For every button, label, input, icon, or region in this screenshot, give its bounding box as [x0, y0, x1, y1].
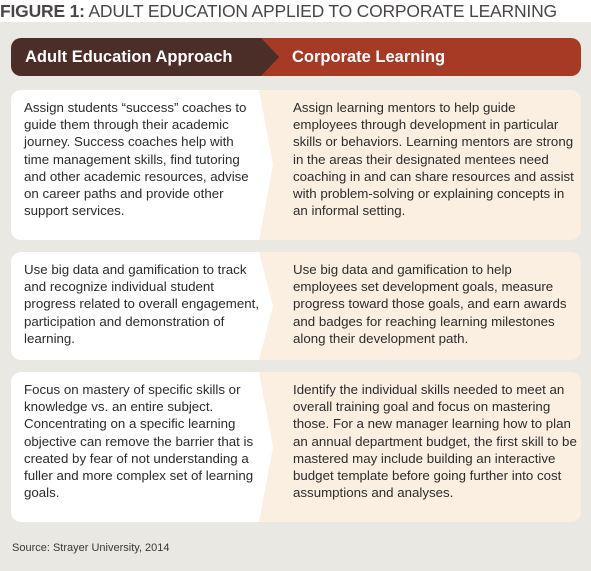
header-corporate-learning: Corporate Learning: [292, 48, 446, 66]
comparison-row: [11, 372, 581, 522]
row-2-adult-text: Use big data and gamification to track and recognize individual student progress related to overall engagement, participation and demonstration of learning.: [24, 262, 260, 346]
source-note: Source: Strayer University, 2014: [12, 542, 170, 554]
row-3-corporate-text: Identify the individual skills needed to meet an overall training goal and focus on mastering those. For a new manager learning how to plan an annual department budget, the first skill to be mastered may include building an interactive budget template before going further into cost assumptions and analyses.: [293, 382, 577, 501]
comparison-row: [11, 252, 581, 360]
comparison-panel: [0, 22, 591, 571]
figure-title-text: ADULT EDUCATION APPLIED TO CORPORATE LEARNING: [88, 1, 557, 21]
row-2-corporate-text: Use big data and gamification to help employees set development goals, measure progress toward those goals, and earn awards and badges for reaching learning milestones along their development path.: [293, 262, 567, 346]
row-1-corporate-text: Assign learning mentors to help guide employees through development in particular skills or behaviors. Learning mentors are strong in the areas their designated mentees need coaching in and can share resources and assist with problem-solving or explaining concepts in an informal setting.: [293, 100, 574, 219]
row-1-adult-text: Assign students “success” coaches to guide them through their academic journey. Success coaches help with time management skills, find tutoring and other academic resources, advise on career paths and provide other support services.: [24, 100, 249, 219]
figure-title: [0, 0, 591, 22]
table-header: [11, 38, 581, 76]
header-arrow: [261, 38, 279, 76]
header-adult-education: Adult Education Approach: [25, 48, 233, 66]
comparison-row: [11, 90, 581, 240]
row-3-adult-text: Focus on mastery of specific skills or knowledge vs. an entire subject. Concentrating on a specific learning objective can remove the barrier that is created by fear of not understanding a fuller and more complex set of learning goals.: [24, 382, 254, 501]
figure-label: FIGURE 1:: [0, 1, 85, 21]
